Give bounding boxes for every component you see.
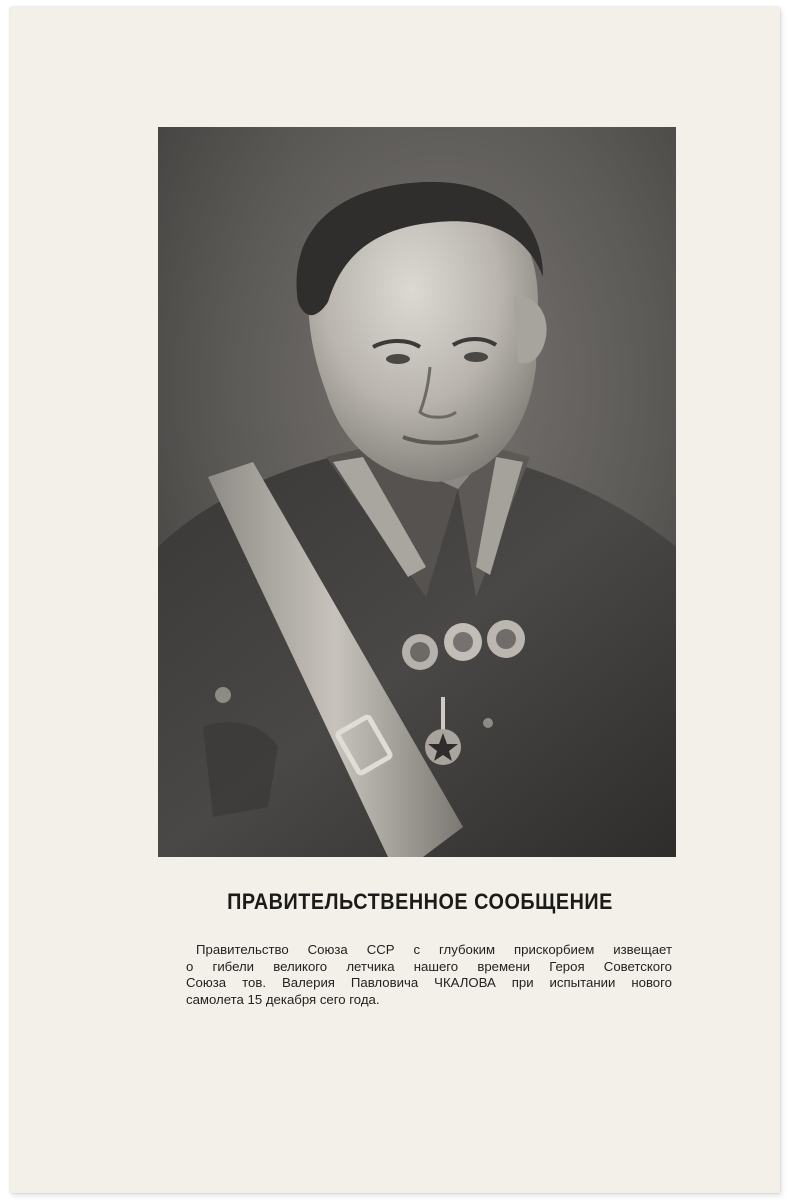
document-heading: ПРАВИТЕЛЬСТВЕННОЕ СООБЩЕНИЕ	[227, 889, 613, 914]
document-page	[10, 7, 780, 1193]
portrait-photo	[158, 127, 676, 857]
text-line: о гибели великого летчика нашего времени Героя Советского	[186, 958, 672, 974]
text-line: самолета 15 декабря сего года.	[186, 991, 380, 1007]
text-line: Союза тов. Валерия Павловича ЧКАЛОВА при испытании нового	[186, 975, 672, 990]
portrait-image	[158, 127, 676, 857]
text-line: Правительство Союза ССР с глубоким прискорбием извещает	[196, 942, 672, 957]
announcement-text	[186, 942, 672, 1008]
